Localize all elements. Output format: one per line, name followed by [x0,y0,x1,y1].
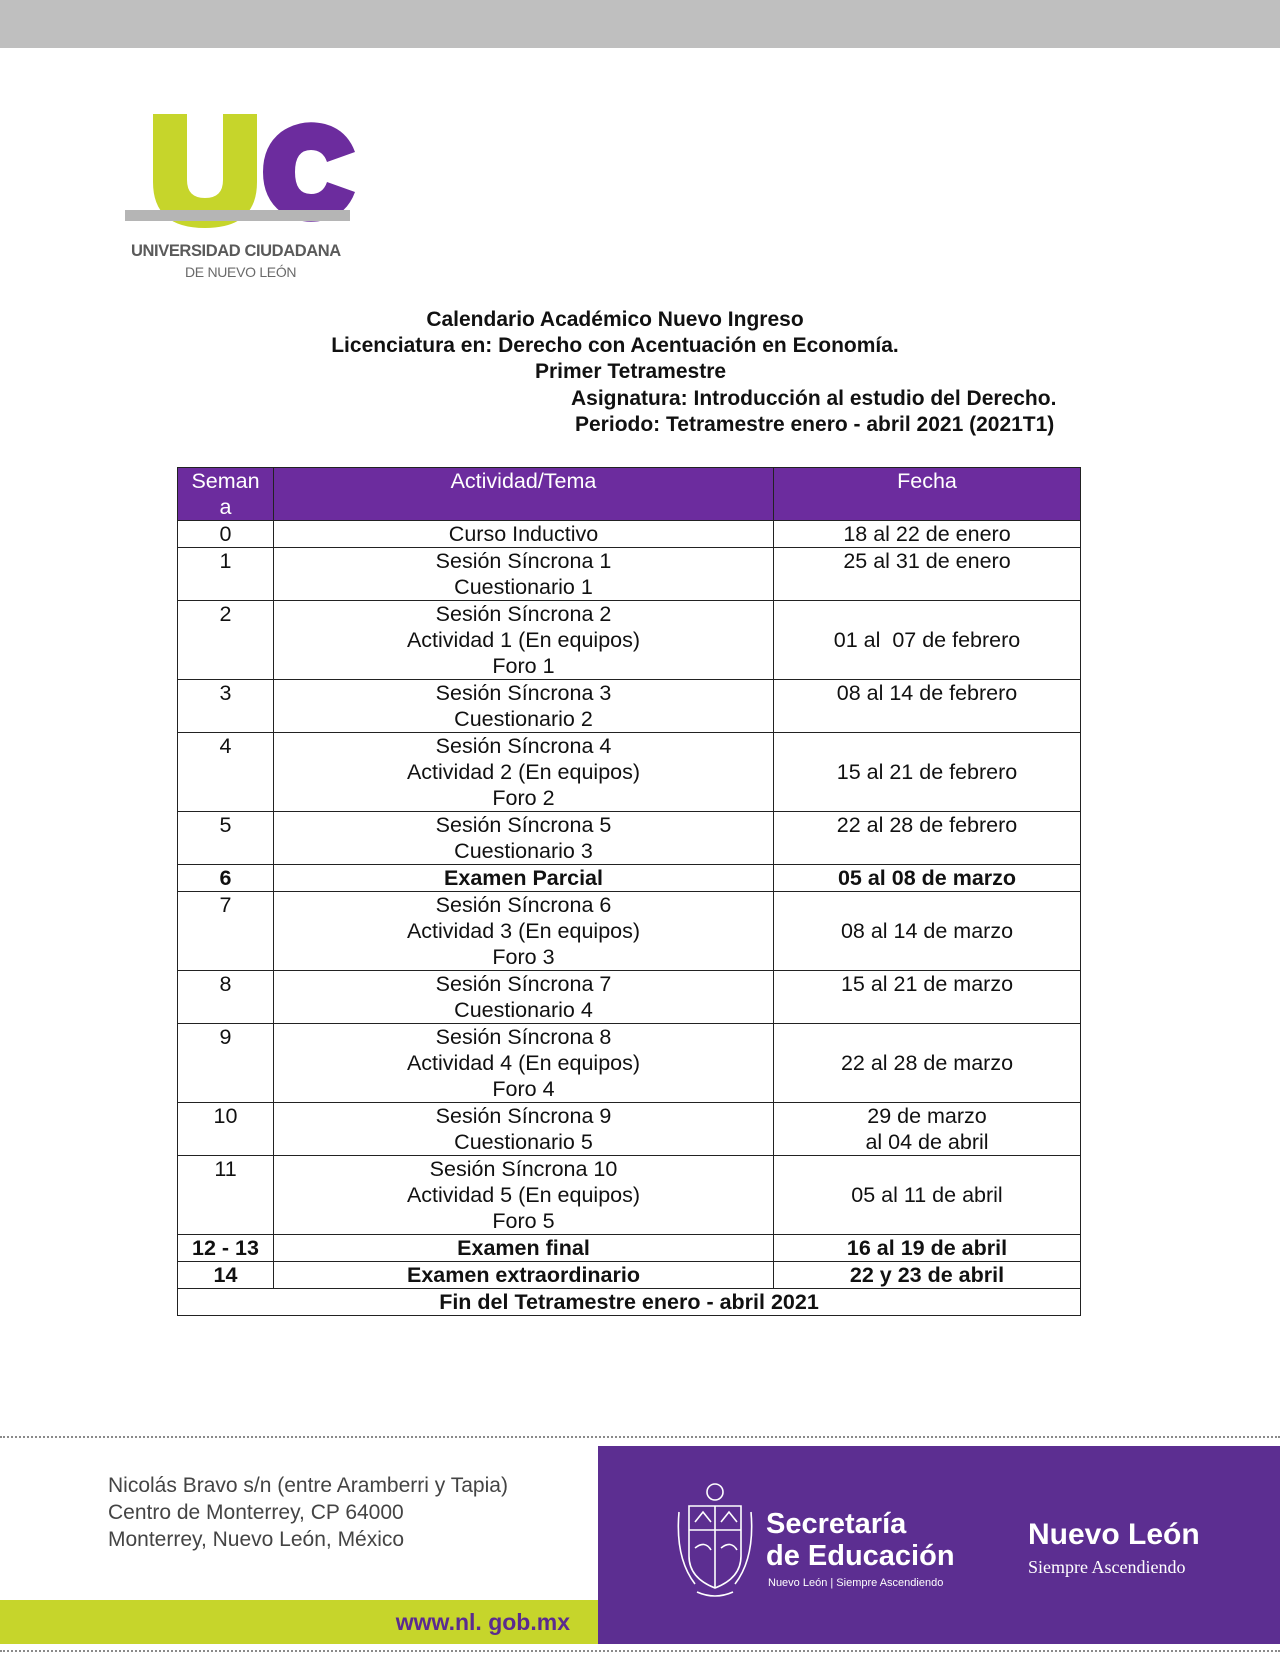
fecha-line: al 04 de abril [865,1130,989,1154]
table-footer-row [178,1289,1081,1316]
actividad-line: Sesión Síncrona 7 [435,972,612,996]
actividad-line: Sesión Síncrona 10 [429,1157,618,1181]
actividad-line: Curso Inductivo [448,522,599,546]
fecha-cell [774,733,1081,812]
semana-cell: 5 [178,812,274,865]
actividad-cell [274,892,774,971]
actividad-cell [274,971,774,1024]
actividad-cell [274,1262,774,1289]
semana-cell: 11 [178,1156,274,1235]
address-line: Monterrey, Nuevo León, México [108,1528,405,1551]
top-gray-bar [0,0,1280,48]
footer-dotted-line-bottom [0,1650,1280,1652]
semana-cell: 2 [178,601,274,680]
fecha-cell [774,865,1081,892]
fecha-line: 05 al 11 de abril [851,1183,1003,1207]
semana-cell: 12 - 13 [178,1235,274,1262]
periodo-heading: Periodo: Tetramestre enero - abril 2021 (2021T1) [575,413,1055,436]
table-row [178,548,1081,601]
actividad-cell [274,812,774,865]
table-row [178,892,1081,971]
table-row [178,971,1081,1024]
fecha-cell [774,601,1081,680]
fecha-cell [774,548,1081,601]
fecha-line: 08 al 14 de marzo [840,919,1014,943]
semana-cell: 4 [178,733,274,812]
fecha-cell [774,1262,1081,1289]
semana-cell: 6 [178,865,274,892]
actividad-cell [274,601,774,680]
fecha-cell [774,812,1081,865]
semana-cell: 9 [178,1024,274,1103]
fecha-line: 08 al 14 de febrero [836,681,1018,705]
fecha-line: 25 al 31 de enero [843,549,1011,573]
actividad-line: Sesión Síncrona 2 [435,602,612,626]
semana-cell: 3 [178,680,274,733]
footer-address [108,1472,508,1553]
actividad-line: Sesión Síncrona 6 [435,893,612,917]
fecha-cell [774,521,1081,548]
actividad-line: Actividad 1 (En equipos) [406,628,641,652]
table-row [178,680,1081,733]
table-header-row [178,468,1081,521]
table-row [178,812,1081,865]
header-semana [178,468,274,521]
table-row [178,1103,1081,1156]
actividad-line: Foro 4 [492,1077,555,1101]
actividad-line: Sesión Síncrona 8 [435,1025,612,1049]
table-row [178,733,1081,812]
actividad-line: Foro 2 [492,786,555,810]
fecha-line: 15 al 21 de febrero [836,760,1018,784]
actividad-line: Examen extraordinario [406,1263,640,1287]
state-seal-icon [675,1478,755,1602]
fecha-line: 05 al 08 de marzo [837,866,1017,890]
secretaria-tagline: Nuevo León | Siempre Ascendiendo [768,1577,944,1589]
fecha-line: 15 al 21 de marzo [840,972,1014,996]
semana-cell: 0 [178,521,274,548]
asignatura-heading: Asignatura: Introducción al estudio del Derecho. [571,387,1057,410]
actividad-line: Sesión Síncrona 4 [435,734,612,758]
fecha-line: 01 al 07 de febrero [833,628,1021,652]
table-row [178,521,1081,548]
actividad-cell [274,521,774,548]
actividad-line: Actividad 4 (En equipos) [406,1051,641,1075]
uc-logo [125,110,375,285]
actividad-cell [274,680,774,733]
actividad-line: Actividad 2 (En equipos) [406,760,641,784]
secretaria-educacion-title [766,1508,955,1572]
table-row [178,1262,1081,1289]
actividad-line: Actividad 3 (En equipos) [406,919,641,943]
actividad-line: Cuestionario 2 [454,707,593,731]
semana-cell: 14 [178,1262,274,1289]
licenciatura-heading: Licenciatura en: Derecho con Acentuación en Economía. [331,334,899,357]
actividad-line: Cuestionario 5 [454,1130,593,1154]
address-line: Centro de Monterrey, CP 64000 [108,1501,404,1524]
secretaria-line-1: Secretaría [766,1508,907,1540]
logo-university-sub: DE NUEVO LEÓN [185,264,297,280]
actividad-line: Foro 5 [492,1209,555,1233]
fecha-cell [774,1103,1081,1156]
table-row [178,1024,1081,1103]
footer-dotted-line-top [0,1436,1280,1438]
actividad-cell [274,1156,774,1235]
table-row [178,601,1081,680]
actividad-line: Cuestionario 1 [454,575,593,599]
semana-cell: 7 [178,892,274,971]
fecha-cell [774,680,1081,733]
actividad-line: Sesión Síncrona 1 [435,549,612,573]
fecha-line: 22 al 28 de marzo [840,1051,1014,1075]
semana-cell: 1 [178,548,274,601]
header-actividad: Actividad/Tema [274,468,774,521]
nuevo-leon-tagline: Siempre Ascendiendo [1028,1557,1186,1577]
header-semana-line-2: a [219,495,232,519]
actividad-cell [274,1024,774,1103]
actividad-cell [274,548,774,601]
table-row [178,1235,1081,1262]
actividad-line: Examen Parcial [444,866,603,890]
header-semana-line-1: Seman [191,469,260,493]
table-row [178,1156,1081,1235]
actividad-line: Foro 3 [492,945,555,969]
fecha-line: 29 de marzo [867,1104,987,1128]
actividad-cell [274,1103,774,1156]
address-line: Nicolás Bravo s/n (entre Aramberri y Tapia) [108,1474,508,1497]
actividad-line: Sesión Síncrona 3 [435,681,612,705]
page-title: Calendario Académico Nuevo Ingreso [426,308,804,331]
calendar-table [177,467,1081,1316]
uc-logo-mark [125,110,375,240]
fecha-line: 22 y 23 de abril [849,1263,1005,1287]
fecha-cell [774,892,1081,971]
semana-cell: 10 [178,1103,274,1156]
actividad-cell [274,733,774,812]
semana-cell: 8 [178,971,274,1024]
actividad-line: Sesión Síncrona 5 [435,813,612,837]
table-row [178,865,1081,892]
fecha-line: 18 al 22 de enero [843,522,1011,546]
fecha-line: 16 al 19 de abril [846,1236,1008,1260]
actividad-line: Foro 1 [492,654,555,678]
fecha-cell [774,1024,1081,1103]
logo-university-name: UNIVERSIDAD CIUDADANA [131,242,341,260]
fecha-cell [774,1235,1081,1262]
actividad-cell [274,1235,774,1262]
fecha-line: 22 al 28 de febrero [836,813,1018,837]
actividad-line: Sesión Síncrona 9 [435,1104,612,1128]
fecha-cell [774,971,1081,1024]
nuevo-leon-title: Nuevo León [1028,1518,1200,1551]
actividad-line: Cuestionario 3 [454,839,593,863]
footer-url-link[interactable]: www.nl. gob.mx [395,1609,570,1635]
header-fecha: Fecha [774,468,1081,521]
actividad-cell [274,865,774,892]
actividad-line: Actividad 5 (En equipos) [406,1183,641,1207]
actividad-line: Examen final [457,1236,590,1260]
actividad-line: Cuestionario 4 [454,998,593,1022]
fecha-cell [774,1156,1081,1235]
table-footer-cell: Fin del Tetramestre enero - abril 2021 [178,1289,1081,1316]
tetramestre-heading: Primer Tetramestre [535,360,727,383]
secretaria-line-2: de Educación [766,1540,955,1572]
